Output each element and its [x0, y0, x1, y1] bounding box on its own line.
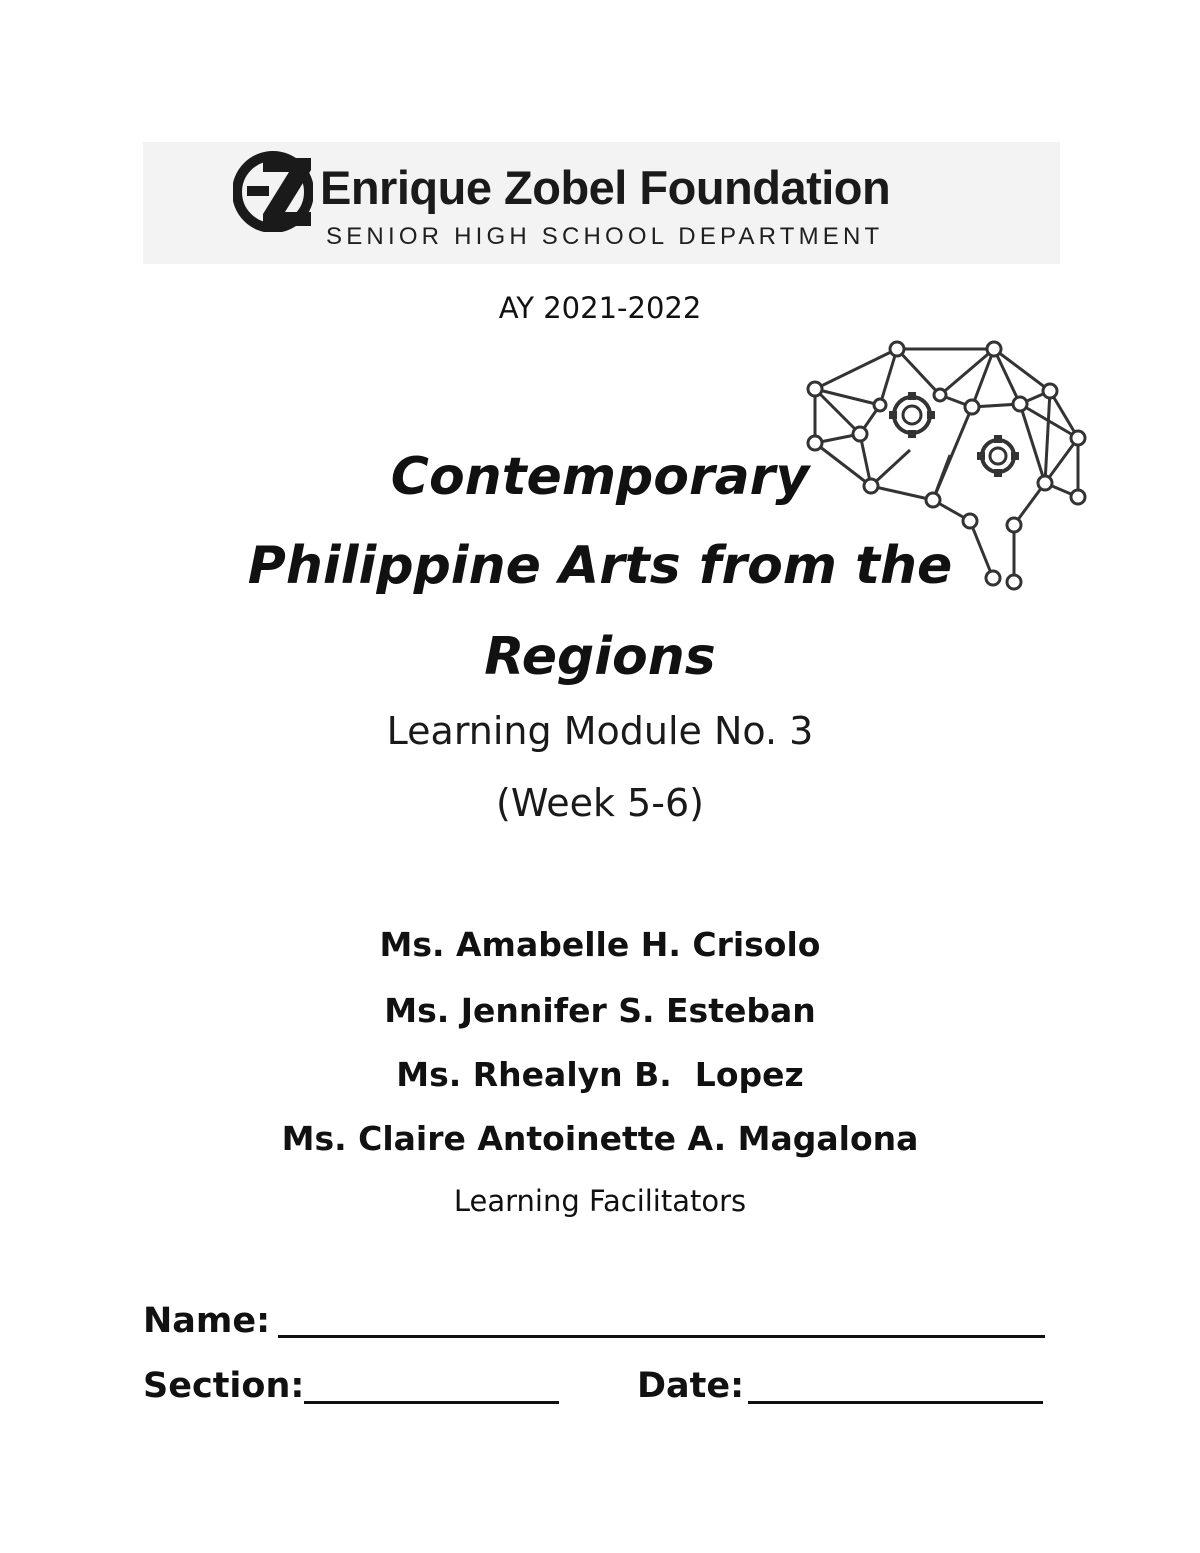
section-field[interactable] [304, 1401, 559, 1404]
organization-name: Enrique Zobel Foundation [320, 161, 891, 214]
module-title-line-2: Philippine Arts from the [247, 536, 953, 596]
module-title-line-3: Regions [484, 627, 716, 687]
facilitator-name: Ms. Claire Antoinette A. Magalona [281, 1119, 919, 1158]
name-label: Name: [143, 1301, 271, 1341]
module-number: Learning Module No. 3 [386, 709, 814, 753]
academic-year: AY 2021-2022 [498, 291, 702, 325]
ez-logo-icon [233, 150, 313, 232]
date-label: Date: [637, 1366, 745, 1406]
facilitator-name: Ms. Jennifer S. Esteban [384, 991, 816, 1030]
facilitators-role: Learning Facilitators [453, 1184, 747, 1218]
name-field[interactable] [278, 1335, 1045, 1338]
department-name: SENIOR HIGH SCHOOL DEPARTMENT [326, 223, 884, 250]
date-field[interactable] [748, 1401, 1043, 1404]
section-label: Section: [143, 1366, 305, 1406]
module-weeks: (Week 5-6) [496, 781, 704, 825]
facilitator-name: Ms. Amabelle H. Crisolo [379, 925, 821, 964]
facilitator-name: Ms. Rhealyn B. Lopez [396, 1055, 804, 1094]
module-title-line-1: Contemporary [390, 447, 810, 507]
